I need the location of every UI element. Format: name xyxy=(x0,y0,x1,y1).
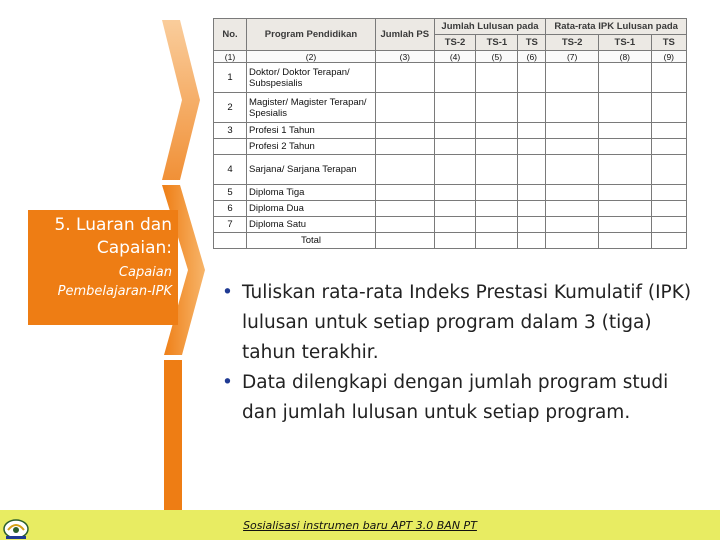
row-no xyxy=(214,139,247,155)
col-number: (2) xyxy=(247,51,376,63)
col-number: (6) xyxy=(518,51,546,63)
row-no: 1 xyxy=(214,63,247,93)
col-number: (9) xyxy=(651,51,686,63)
bullet-text: Tuliskan rata-rata Indeks Prestasi Kumulatif (IPK) lulusan untuk setiap program dalam 3 (tiga) tahun terakhir. xyxy=(242,282,692,363)
header-no: No. xyxy=(214,19,247,51)
header-ipk-ts2: TS-2 xyxy=(546,35,599,51)
row-no: 2 xyxy=(214,93,247,123)
row-program: Diploma Dua xyxy=(247,201,376,217)
row-program: Magister/ Magister Terapan/ Spesialis xyxy=(247,93,376,123)
col-number: (4) xyxy=(434,51,476,63)
total-row xyxy=(214,233,687,249)
section-label-box xyxy=(28,210,178,325)
col-number: (1) xyxy=(214,51,247,63)
col-number: (3) xyxy=(376,51,435,63)
table-row xyxy=(214,123,687,139)
bullet-icon: • xyxy=(222,372,233,393)
table-row xyxy=(214,185,687,201)
row-program: Profesi 2 Tahun xyxy=(247,139,376,155)
col-number: (7) xyxy=(546,51,599,63)
bullet-list xyxy=(222,278,692,428)
header-ts1: TS-1 xyxy=(476,35,518,51)
column-number-row xyxy=(214,51,687,63)
program-table xyxy=(213,18,687,249)
footer-text: Sosialisasi instrumen baru APT 3.0 BAN PT xyxy=(243,519,477,532)
bullet-text: Data dilengkapi dengan jumlah program studi dan jumlah lulusan untuk setiap program. xyxy=(242,372,669,423)
table-row xyxy=(214,155,687,185)
bullet-icon: • xyxy=(222,282,233,303)
row-no: 3 xyxy=(214,123,247,139)
row-program: Sarjana/ Sarjana Terapan xyxy=(247,155,376,185)
row-no: 7 xyxy=(214,217,247,233)
table-row xyxy=(214,139,687,155)
row-no: 5 xyxy=(214,185,247,201)
section-subtitle: Capaian Pembelajaran-IPK xyxy=(57,265,172,299)
header-ts: TS xyxy=(518,35,546,51)
row-program: Diploma Satu xyxy=(247,217,376,233)
row-no: 4 xyxy=(214,155,247,185)
header-ipk-ts: TS xyxy=(651,35,686,51)
header-rata-ipk: Rata-rata IPK Lulusan pada xyxy=(546,19,687,35)
header-jumlah-lulusan: Jumlah Lulusan pada xyxy=(434,19,546,35)
table-row xyxy=(214,217,687,233)
bullet-item xyxy=(222,368,692,428)
row-program: Diploma Tiga xyxy=(247,185,376,201)
row-program: Profesi 1 Tahun xyxy=(247,123,376,139)
table-row xyxy=(214,201,687,217)
col-number: (5) xyxy=(476,51,518,63)
header-program: Program Pendidikan xyxy=(247,19,376,51)
section-title: 5. Luaran dan Capaian: xyxy=(54,215,172,258)
total-label: Total xyxy=(247,233,376,249)
col-number: (8) xyxy=(599,51,652,63)
program-table-image xyxy=(213,18,687,268)
header-ts2: TS-2 xyxy=(434,35,476,51)
header-jumlah-ps: Jumlah PS xyxy=(376,19,435,51)
table-row xyxy=(214,93,687,123)
table-row xyxy=(214,63,687,93)
row-no: 6 xyxy=(214,201,247,217)
row-program: Doktor/ Doktor Terapan/ Subspesialis xyxy=(247,63,376,93)
header-ipk-ts1: TS-1 xyxy=(599,35,652,51)
bullet-item xyxy=(222,278,692,368)
